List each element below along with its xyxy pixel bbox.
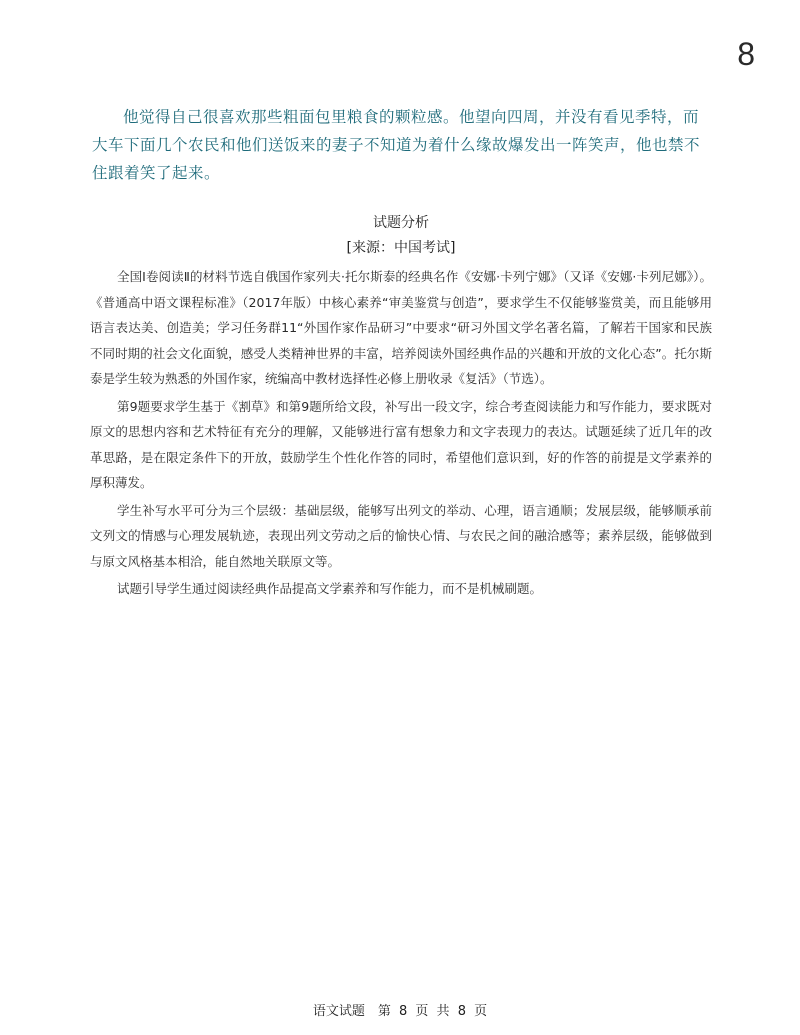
analysis-section — [90, 212, 712, 604]
analysis-paragraph-2: 第9题要求学生基于《割草》和第9题所给文段，补写出一段文字，综合考查阅读能力和写作能力，要求既对原文的思想内容和艺术特征有充分的理解，又能够进行富有想象力和文字表现力的表达。试题延续了近几年的改革思路，是在限定条件下的开放，鼓励学生个性化作答的同时，希望他们意识到，好的作答的前提是文学素养的厚积薄发。 — [90, 398, 712, 490]
page-number: 8 — [737, 36, 755, 72]
analysis-paragraph-1: 全国Ⅰ卷阅读Ⅱ的材料节选自俄国作家列夫·托尔斯泰的经典名作《安娜·卡列宁娜》（又译《安娜·卡列尼娜》）。《普通高中语文课程标准》（2017年版）中核心素养“审美鉴赏与创造”，要求学生不仅能够鉴赏美，而且能够用语言表达美、创造美；学习任务群11“外国作家作品研习”中要求“研习外国文学名著名篇，了解若干国家和民族不同时期的社会文化面貌，感受人类精神世界的丰富，培养阅读外国经典作品的兴趣和开放的文化心态”。托尔斯泰是学生较为熟悉的外国作家，统编高中教材选择性必修上册收录《复活》（节选）。 — [90, 269, 712, 386]
analysis-title: 试题分析 — [373, 215, 429, 231]
analysis-source: [来源：中国考试] — [346, 240, 456, 256]
answer-paragraph: 他觉得自己很喜欢那些粗面包里粮食的颗粒感。他望向四周，并没有看见季特，而大车下面几个农民和他们送饭来的妻子不知道为着什么缘故爆发出一阵笑声，他也禁不住跟着笑了起来。 — [92, 108, 701, 182]
analysis-paragraph-4: 试题引导学生通过阅读经典作品提高文学素养和写作能力，而不是机械刷题。 — [117, 581, 543, 596]
analysis-paragraph-3: 学生补写水平可分为三个层级：基础层级，能够写出列文的举动、心理，语言通顺；发展层级，能够顺承前文列文的情感与心理发展轨迹，表现出列文劳动之后的愉快心情、与农民之间的融洽感等；素养层级，能够做到与原文风格基本相洽，能自然地关联原文等。 — [90, 502, 712, 569]
page-footer: 语文试题 第 8 页 共 8 页 — [312, 1004, 488, 1019]
